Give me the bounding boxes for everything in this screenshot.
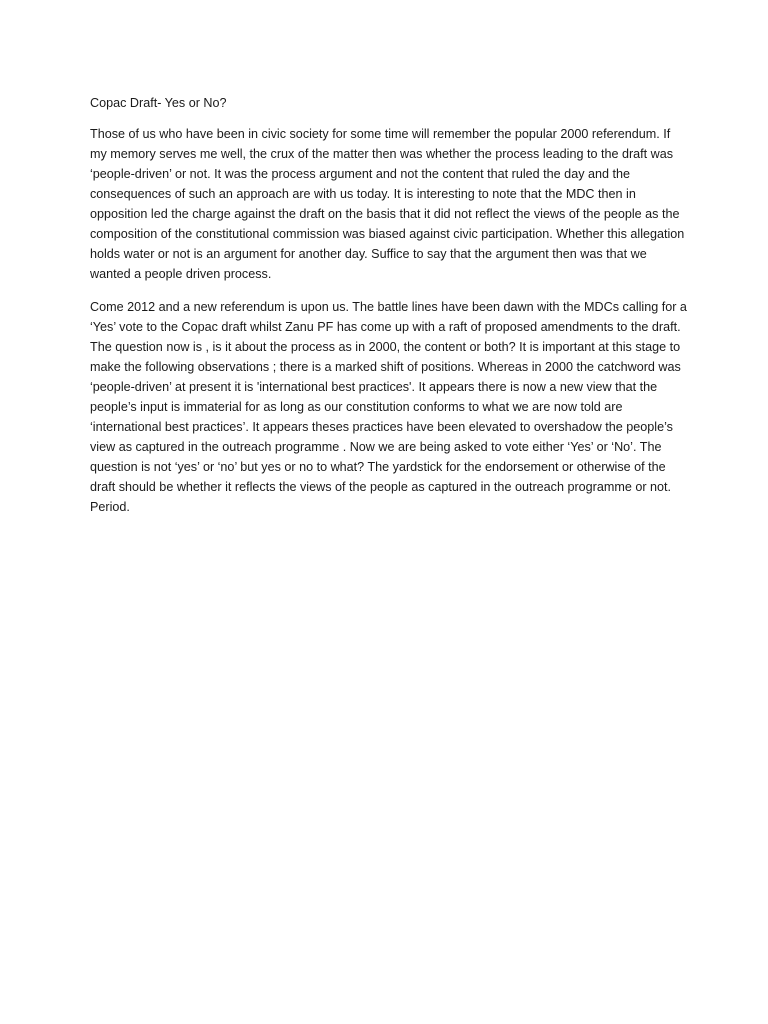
paragraph-2: Come 2012 and a new referendum is upon us. The battle lines have been dawn with the MDCs calling for a ‘Yes’ vote to the Copac draft whilst Zanu PF has come up with a raft of proposed amendments to the draft. The question now is , is it about the process as in 2000, the content or both? It is important at this stage to make the following observations ; there is a marked shift of positions. Whereas in 2000 the catchword was ‘people-driven’ at present it is 'international best practices'. It appears there is now a new view that the people’s input is immaterial for as long as our constitution conforms to what we are now told are ‘international best practices’. It appears theses practices have been elevated to overshadow the people’s view as captured in the outreach programme . Now we are being asked to vote either ‘Yes’ or ‘No’. The question is not ‘yes’ or ‘no’ but yes or no to what? The yardstick for the endorsement or otherwise of the draft should be whether it reflects the views of the people as captured in the outreach programme or not. Period. [90, 300, 687, 514]
document-body [90, 93, 690, 530]
document-title: Copac Draft- Yes or No? [90, 96, 227, 110]
paragraph-1: Those of us who have been in civic society for some time will remember the popular 2000 referendum. If my memory serves me well, the crux of the matter then was whether the process leading to the draft was ‘people-driven’ or not. It was the process argument and not the content that ruled the day and the consequences of such an approach are with us today. It is interesting to note that the MDC then in opposition led the charge against the draft on the basis that it did not reflect the views of the people as the composition of the constitutional commission was biased against civic participation. Whether this allegation holds water or not is an argument for another day. Suffice to say that the argument then was that we wanted a people driven process. [90, 127, 685, 281]
